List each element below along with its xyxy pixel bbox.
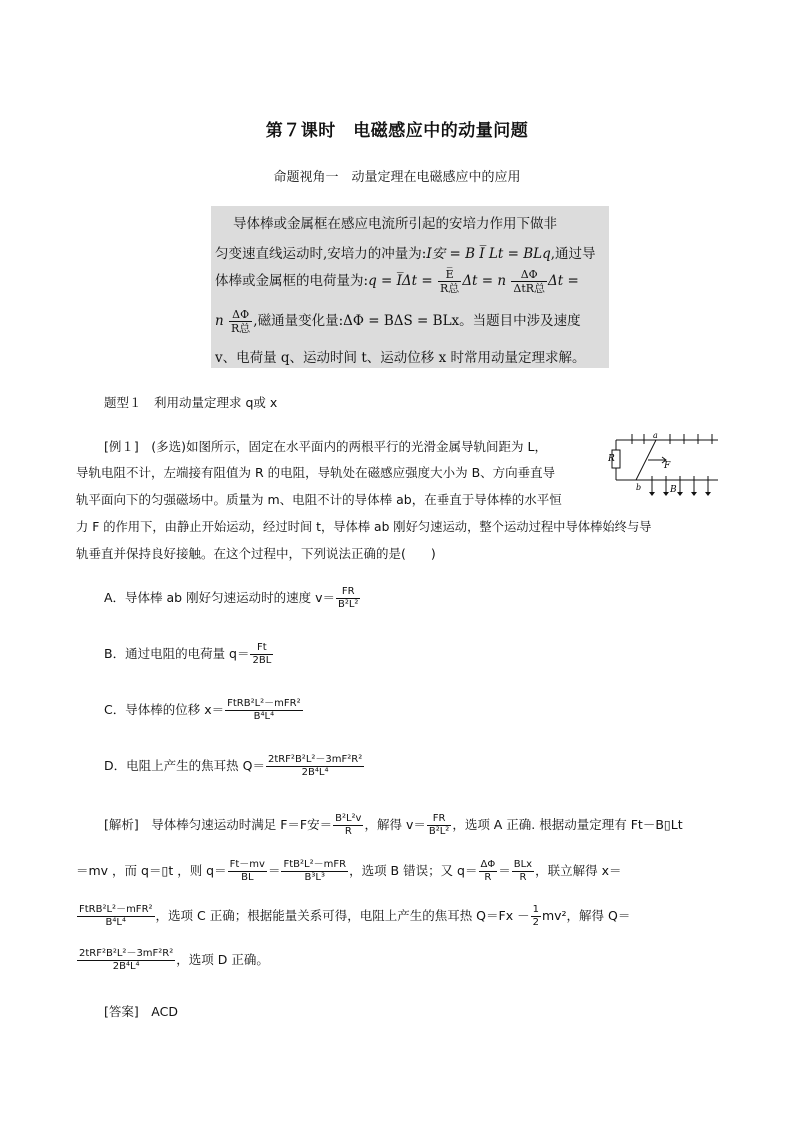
fraction-denominator: BL [228,871,267,884]
analysis-text: ＝ [498,863,511,878]
analysis-text: ，选项 D 正确。 [176,952,269,967]
section-subtitle: 命题视角一 动量定理在电磁感应中的应用 [273,170,521,185]
fraction [229,308,252,335]
fraction-denominator: R总 [440,282,460,295]
rail-circuit-figure [608,428,720,498]
fraction-denominator: B⁴L⁴ [77,916,155,929]
intro-formula: n [215,313,224,329]
intro-line-2 [215,242,605,262]
option-a [104,586,361,611]
fraction-numerator: ΔΦ [232,308,250,321]
answer: [答案] ACD [104,1004,178,1019]
fraction [266,754,364,779]
fraction-numerator: FtB²L²－mFR [283,859,347,870]
analysis-text: [解析] 导体棒匀速运动时满足 F＝F安＝ [104,817,333,832]
option-text: B．通过电阻的电荷量 q＝ [104,646,250,661]
option-c [104,698,304,723]
fraction [77,904,155,929]
example-line-3: 轨平面向下的匀强磁场中。质量为 m、电阻不计的导体棒 ab，在垂直于导体棒的水平恒 [76,492,562,507]
figure-label-b: b [636,483,642,492]
fraction-denominator: B²L² [428,826,450,837]
fraction [225,698,303,723]
intro-line-1: 导体棒或金属框在感应电流所引起的安培力作用下做非 [233,216,557,232]
analysis-text: ，联立解得 x＝ [535,863,622,878]
intro-box [211,206,609,368]
fraction-numerator: FR [432,813,446,824]
analysis-text: ，选项 A 正确. 根据动量定理有 Ft－B▯Lt [452,817,683,832]
fraction [228,859,267,884]
analysis-text: ＝ [267,863,281,878]
fraction [77,948,175,973]
intro-text: 匀变速直线运动时,安培力的冲量为: [215,246,427,262]
analysis-line-3 [76,904,630,929]
fraction-numerator: FtRB²L²－mFR² [79,904,153,915]
fraction [511,268,547,295]
figure-label-a: a [653,431,658,440]
intro-line-4 [215,308,605,335]
intro-text: ,磁通量变化量:ΔΦ = BΔS = BLx。当题目中涉及速度 [253,313,581,329]
fraction [333,813,363,838]
fraction-numerator: FtRB²L²－mFR² [227,698,301,709]
analysis-text: ，选项 B 错误；又 q＝ [349,863,478,878]
fraction-denominator: R [333,825,363,838]
fraction-denominator: R总 [231,322,251,335]
analysis-text: ，解得 v＝ [364,817,426,832]
fraction-denominator: 2 [532,917,539,928]
analysis-line-1 [104,813,683,838]
fraction-denominator: B⁴L⁴ [225,710,303,723]
fraction [438,268,461,295]
fraction [427,813,451,838]
intro-formula: Δt = n [462,273,507,289]
figure-label-R: R [608,454,615,464]
fraction-denominator: R [479,871,498,884]
fraction [281,859,348,884]
intro-text: ,通过导 [550,246,596,262]
fraction-denominator: 2B⁴L⁴ [266,766,364,779]
intro-text: 体棒或金属框的电荷量为: [215,273,369,289]
fraction-numerator: Ft－mv [229,859,265,870]
fraction [250,642,273,667]
analysis-line-2 [76,859,621,884]
fraction [512,859,534,884]
fraction-denominator: 2B⁴L⁴ [77,960,175,973]
fraction-numerator: 2tRF²B²L²－3mF²R² [79,948,174,959]
fraction-numerator: B²L²v [335,813,362,824]
example-line-1: [例１] (多选)如图所示，固定在水平面内的两根平行的光滑金属导轨间距为 L， [104,439,547,454]
figure-label-B: B [670,485,677,495]
fraction-numerator: E̅ [445,268,454,281]
option-d [104,754,365,779]
fraction-numerator: ΔΦ [520,268,538,281]
fraction-numerator: BLx [513,859,533,870]
fraction-denominator: 2BL [252,655,272,666]
fraction-denominator: B³L³ [281,871,348,884]
example-line-4: 力 F 的作用下，由静止开始运动，经过时间 t，导体棒 ab 刚好匀速运动，整个运动过程中导体棒始终与导 [76,520,652,534]
fraction [336,586,360,611]
option-text: D．电阻上产生的焦耳热 Q＝ [104,758,265,773]
fraction-denominator: B²L² [337,599,359,610]
fraction-numerator: 1 [532,904,539,915]
intro-formula: Δt = [548,273,579,289]
fraction [531,904,541,929]
fraction-numerator: Ft [257,642,267,653]
intro-line-3 [215,268,605,295]
intro-formula: I安 = B I̅ Lt = BLq [426,246,551,262]
analysis-text: ＝mv ，而 q＝▯t ，则 q＝ [76,863,227,878]
option-b [104,642,274,667]
example-line-5: 轨垂直并保持良好接触。在这个过程中，下列说法正确的是( ) [76,546,436,561]
option-text: A．导体棒 ab 刚好匀速运动时的速度 v＝ [104,590,335,605]
intro-line-5: v、电荷量 q、运动时间 t、运动位移 x 时常用动量定理求解。 [215,350,586,366]
option-text: C．导体棒的位移 x＝ [104,702,225,717]
type-heading: 题型１ 利用动量定理求 q或 x [104,395,278,410]
analysis-line-4 [76,948,269,973]
fraction-denominator: R [512,871,534,884]
intro-formula: q = I̅Δt = [368,273,433,289]
page-title: 第７课时 电磁感应中的动量问题 [265,121,529,141]
fraction [479,859,498,884]
fraction-numerator: ΔΦ [480,859,496,870]
fraction-numerator: FR [341,586,355,597]
analysis-text: mv²，解得 Q＝ [541,908,631,923]
example-line-2: 导轨电阻不计，左端接有阻值为 R 的电阻，导轨处在磁感应强度大小为 B、方向垂直导 [76,465,556,480]
analysis-text: ，选项 C 正确；根据能量关系可得，电阻上产生的焦耳热 Q＝Fx － [155,908,530,923]
fraction-numerator: 2tRF²B²L²－3mF²R² [267,754,363,765]
fraction-denominator: ΔtR总 [513,282,546,295]
figure-label-F: F [664,461,671,471]
